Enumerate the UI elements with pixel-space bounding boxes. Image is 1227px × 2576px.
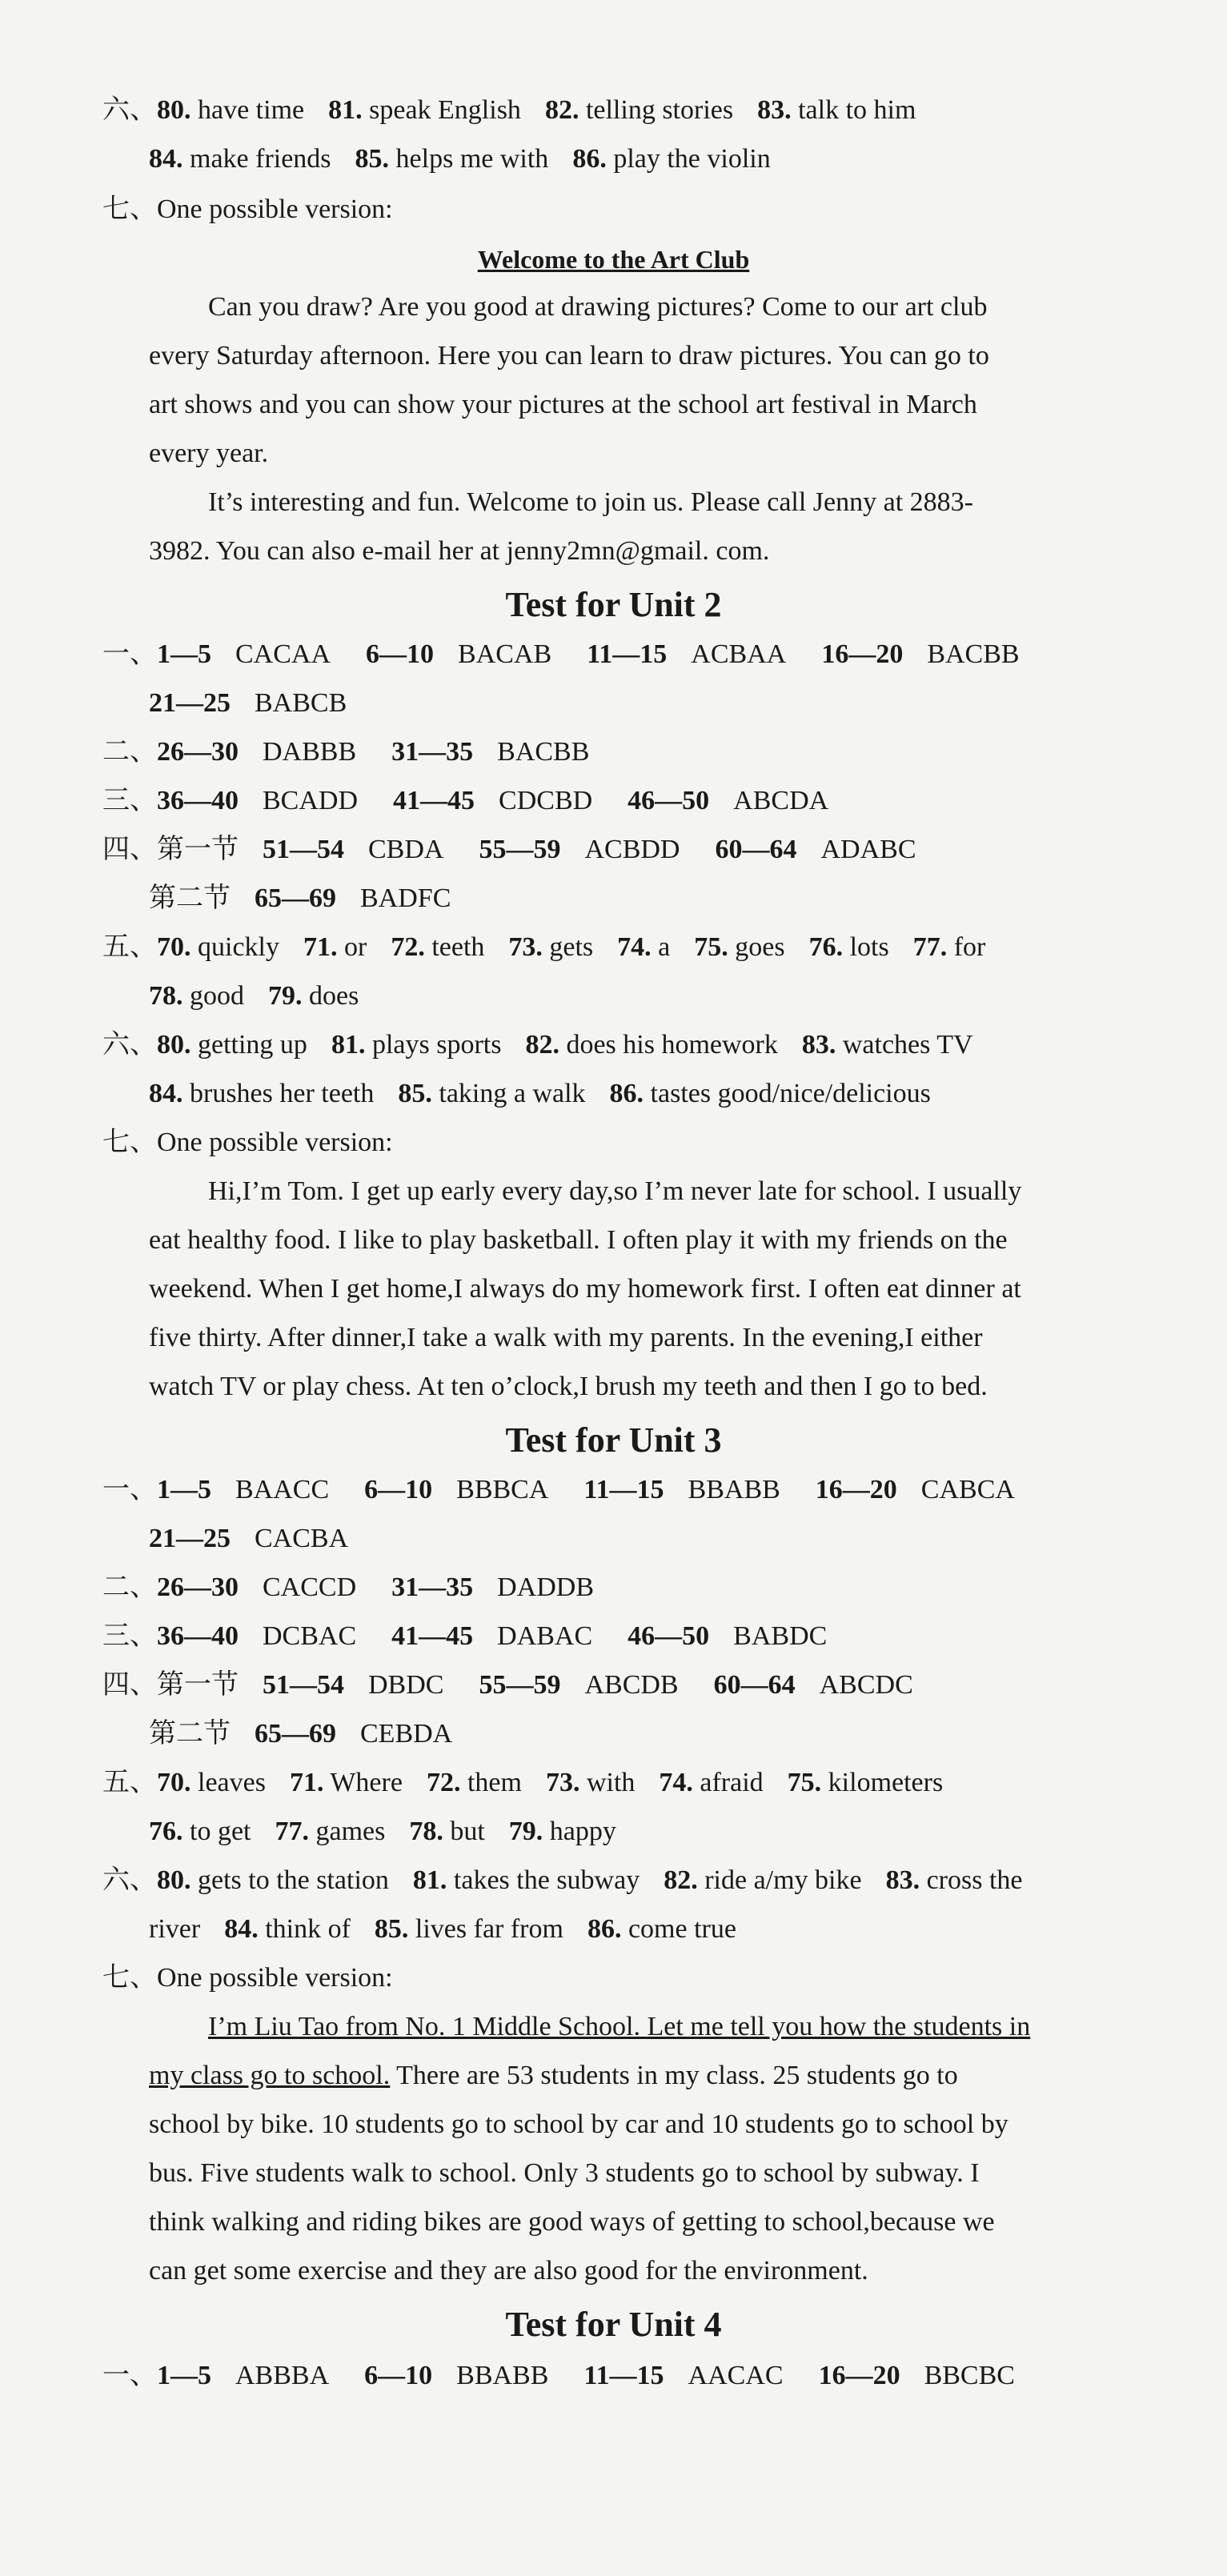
essay-line: five thirty. After dinner,I take a walk with my parents. In the evening,I either xyxy=(149,1323,983,1352)
essay-line: bus. Five students walk to school. Only 3 students go to school by subway. I xyxy=(149,2158,980,2188)
unit-title: Test for Unit 4 xyxy=(505,2305,722,2344)
essay-line: my class go to school. There are 53 students in my class. 25 students go to xyxy=(149,2061,958,2090)
essay-title: Welcome to the Art Club xyxy=(477,245,750,274)
unit-title: Test for Unit 3 xyxy=(505,1420,722,1460)
answer: talk to him xyxy=(798,95,916,125)
item-number: 83. xyxy=(757,95,792,125)
essay-line: art shows and you can show your pictures at the school art festival in March xyxy=(149,390,977,419)
answer: telling stories xyxy=(585,95,734,125)
answer-line: 四、第一节 51—54 DBDC 55—59 ABCDB 60—64 ABCDC xyxy=(102,1670,913,1700)
answer-line: 第二节 65—69 CEBDA xyxy=(149,1719,453,1749)
answer-line: 二、26—30 DABBB 31—35 BACBB xyxy=(102,737,590,767)
essay-line: 3982. You can also e-mail her at jenny2mn@gmail. com. xyxy=(149,536,770,566)
answer-line: 一、1—5 ABBBA 6—10 BBABB 11—15 AACAC 16—20 BBCBC xyxy=(102,2361,1015,2390)
answer-line: 六、80. getting up 81. plays sports 82. does his homework 83. watches TV xyxy=(102,1030,973,1060)
answer: helps me with xyxy=(395,144,549,174)
essay-line: weekend. When I get home,I always do my homework first. I often eat dinner at xyxy=(149,1274,1021,1304)
answer-line: 21—25 BABCB xyxy=(149,688,347,718)
item-number: 80. xyxy=(157,95,191,125)
section-heading: 七、One possible version: xyxy=(102,1128,393,1157)
essay-line: It’s interesting and fun. Welcome to join us. Please call Jenny at 2883- xyxy=(208,487,973,517)
essay-line: every year. xyxy=(149,439,269,468)
essay-line: school by bike. 10 students go to school by car and 10 students go to school by xyxy=(149,2109,1008,2139)
answer-line: 一、1—5 BAACC 6—10 BBBCA 11—15 BBABB 16—20 CABCA xyxy=(102,1475,1015,1504)
essay-line: I’m Liu Tao from No. 1 Middle School. Let me tell you how the students in xyxy=(208,2012,1031,2041)
essay-line: watch TV or play chess. At ten o’clock,I brush my teeth and then I go to bed. xyxy=(149,1372,988,1401)
answer: speak English xyxy=(369,95,521,125)
answer-line: 六、80. gets to the station 81. takes the subway 82. ride a/my bike 83. cross the xyxy=(102,1865,1023,1895)
essay-line: every Saturday afternoon. Here you can learn to draw pictures. You can go to xyxy=(149,341,989,371)
answer-line: 21—25 CACBA xyxy=(149,1524,349,1553)
answer-line: 四、第一节 51—54 CBDA 55—59 ACBDD 60—64 ADABC xyxy=(102,835,916,864)
answer-line: 一、1—5 CACAA 6—10 BACAB 11—15 ACBAA 16—20 BACBB xyxy=(102,639,1020,669)
essay-line: Hi,I’m Tom. I get up early every day,so I’m never late for school. I usually xyxy=(208,1176,1022,1206)
answer: play the violin xyxy=(613,144,771,174)
unit-title: Test for Unit 2 xyxy=(505,585,722,624)
answer-line: 二、26—30 CACCD 31—35 DADDB xyxy=(102,1572,595,1602)
item-number: 82. xyxy=(544,95,579,125)
answer-line: 78. good 79. does xyxy=(149,981,359,1011)
answer-line: 五、70. quickly 71. or 72. teeth 73. gets 74. a 75. goes 76. lots 77. for xyxy=(102,932,986,962)
answer-line: 84. brushes her teeth 85. taking a walk 86. tastes good/nice/delicious xyxy=(149,1079,931,1108)
answer-line: 76. to get 77. games 78. but 79. happy xyxy=(149,1817,616,1846)
section-heading: 七、One possible version: xyxy=(102,1963,393,1993)
item-number: 84. xyxy=(149,144,183,174)
section-heading: 七、One possible version: xyxy=(102,194,393,224)
section-number: 六、 xyxy=(102,95,157,125)
essay-line: eat healthy food. I like to play basketball. I often play it with my friends on the xyxy=(149,1225,1008,1255)
answer-line: 三、36—40 DCBAC 41—45 DABAC 46—50 BABDC xyxy=(102,1621,828,1651)
answer-line xyxy=(149,142,1227,177)
item-number: 81. xyxy=(328,95,363,125)
item-number: 85. xyxy=(355,144,390,174)
essay-line: Can you draw? Are you good at drawing pictures? Come to our art club xyxy=(208,292,988,322)
answer: make friends xyxy=(190,144,331,174)
essay-line: think walking and riding bikes are good ways of getting to school,because we xyxy=(149,2207,995,2237)
answer-line: river 84. think of 85. lives far from 86. come true xyxy=(149,1914,736,1944)
answer-line: 第二节 65—69 BADFC xyxy=(149,883,451,913)
essay-line: can get some exercise and they are also good for the environment. xyxy=(149,2256,868,2286)
answer-line xyxy=(102,93,1227,128)
answer-line: 五、70. leaves 71. Where 72. them 73. with 74. afraid 75. kilometers xyxy=(102,1768,944,1797)
answer: have time xyxy=(198,95,305,125)
item-number: 86. xyxy=(572,144,607,174)
answer-line: 三、36—40 BCADD 41—45 CDCBD 46—50 ABCDA xyxy=(102,786,829,815)
